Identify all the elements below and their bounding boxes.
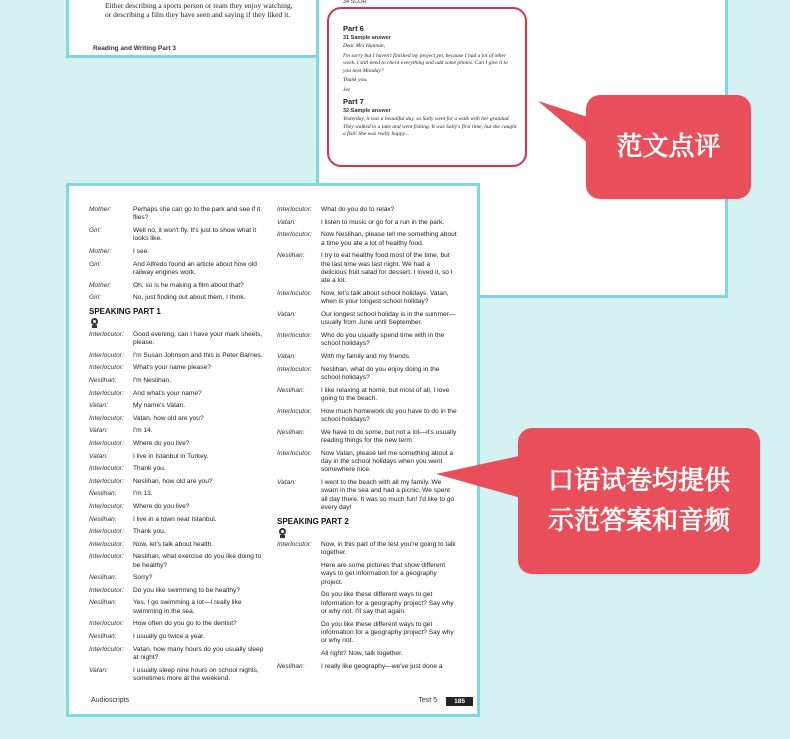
dialogue-line [277,366,457,383]
dialogue-line [277,206,457,214]
dialogue-line [89,331,269,348]
part7-body: Yesterday, it was a beautiful day, so Sally went for a walk with her grandad. They walked to a lake and went fishing. It was Sally's first time, but she caught a fish! She was really happy... [343,116,517,137]
speaker-label: Vatan: [277,479,296,486]
dialogue-line [277,650,457,658]
line-text: Thank you. [133,465,166,473]
speaker-label: Interlocutor: [89,465,124,473]
review-callout-text: 范文点评 [616,132,721,162]
score-label: 34 SCOR [343,0,367,5]
line-text: Oh, so is he making a film about that? [133,281,244,289]
speaker-label: Interlocutor: [89,389,124,397]
dialogue-line [89,541,269,549]
dialogue-line [89,490,269,498]
audioscript-left-column [89,206,269,688]
dialogue-line [89,227,269,244]
dialogue-line [89,528,269,536]
line-text: Our longest school holiday is in the summer—usually from June until September. [321,311,456,327]
dialogue-line [89,248,269,256]
speaker-label: Interlocutor: [89,351,124,359]
speaker-label: Interlocutor: [89,477,124,485]
dialogue-line [277,591,457,616]
speaker-label: Vatan: [89,666,108,674]
speaker-label: Girl: [89,227,102,234]
speaker-label: Interlocutor: [277,206,312,213]
dialogue-line [89,402,269,410]
dialogue-line [89,206,269,223]
line-text: I listen to music or go for a run in the park. [321,218,445,226]
line-text: And what's your name? [133,389,202,397]
line-text: All right? Now, talk together. [321,650,403,658]
line-text: No, just finding out about them, I think. [133,294,246,302]
dialogue-line [89,599,269,616]
dialogue-line [277,408,457,425]
part7-subheading: 32 Sample answer [343,108,391,114]
line-text: Thank you. [133,528,166,536]
speaker-label: Interlocutor: [89,620,124,628]
page-footer-title: Audioscripts [91,697,130,704]
speaker-label: Interlocutor: [277,449,312,457]
line-text: Neslihan, how old are you? [133,477,213,485]
speaker-label: Neslihan: [89,490,117,498]
speaker-label: Neslihan: [277,252,305,260]
line-text: I try to eat healthy food most of the time, but the last time was last night. We had a delicious fruit salad for dessert. I loved it, so I ate a lot. [321,252,453,285]
dialogue-line [277,311,457,328]
speaker-label: Vatan: [89,452,108,460]
bubble-speaking-tail [432,440,532,510]
speaker-label: Neslihan: [89,515,117,523]
line-text: What's your name please? [133,364,211,372]
speaker-label: Vatan: [89,427,108,435]
line-text: And Alfredo found an article about how old railway engines work. [133,260,257,276]
dialogue-line [89,587,269,595]
speaker-label: Interlocutor: [277,290,312,297]
line-text: I'm Neslihan. [133,376,171,384]
dialogue-line [89,553,269,570]
line-text: Perhaps she can go to the park and see if it flies? [133,206,261,222]
speaker-label: Interlocutor: [89,330,124,338]
dialogue-line [277,387,457,404]
audio-icon [91,318,99,328]
line-text: Yes, I go swimming a lot—I really like swimming in the sea. [133,599,242,615]
review-callout-bubble [586,95,751,199]
dialogue-line [277,231,457,248]
line-text: I like relaxing at home, but most of all, I love going to the beach. [321,386,450,402]
audioscript-page [66,183,480,717]
dialogue-line [277,290,457,307]
speaker-label: Neslihan: [89,599,117,607]
speaker-label: Interlocutor: [89,553,124,561]
line-text: My name's Vatan. [133,402,186,410]
dialogue-block [277,206,457,513]
line-text: Now Neslihan, please tell me something about a time you ate a lot of healthy food. [321,231,457,247]
line-text: I'm 13. [133,490,153,498]
line-text: Who do you usually spend time with in the school holidays? [321,332,445,348]
line-text: I'm 14. [133,427,153,435]
speaker-label: Interlocutor: [89,414,124,422]
line-text: Where do you live? [133,439,190,447]
speaking-part2-heading: SPEAKING PART 2 [277,516,349,526]
dialogue-line [277,429,457,446]
speaker-label: Mother: [89,281,112,289]
line-text: Neslihan, what exercise do you like doing to be healthy? [133,553,262,569]
line-text: Now, let's talk about health. [133,540,214,548]
line-text: What do you do to relax? [321,206,395,213]
speaker-label: Interlocutor: [277,365,312,373]
speaker-label: Interlocutor: [277,332,312,339]
part6-signature: Jez [343,86,351,93]
dialogue-block [89,331,269,684]
dialogue-block [277,541,457,671]
speaker-label: Vatan: [277,353,296,360]
speaker-label: Vatan: [89,402,108,410]
speaker-label: Neslihan: [89,574,117,582]
dialogue-line [89,352,269,360]
speaker-label: Vatan: [277,311,296,318]
dialogue-line [89,377,269,385]
line-text: I'm Susan Johnson and this is Peter Barnes. [133,351,263,359]
speaker-label: Neslihan: [89,376,117,384]
dialogue-line [89,667,269,684]
speaker-label: Neslihan: [89,633,117,641]
dialogue-line [89,427,269,435]
speaking-callout-bubble [518,428,760,574]
speaker-label: Girl: [89,260,102,268]
line-text: Do you like these different ways to get information for a geography project? Say why or why not. [321,620,454,645]
speaker-label: Interlocutor: [89,586,124,594]
dialogue-line [89,516,269,524]
line-text: I really like geography—we've just done a [321,662,443,670]
line-text: How often do you go to the dentist? [133,620,237,628]
speaking-callout-line1: 口语试卷均提供 [547,466,730,496]
line-text: I live in Istanbul in Turkey. [133,452,209,460]
line-text: Sorry? [133,574,153,582]
line-text: Good evening, can I have your mark sheets, please. [133,330,263,347]
speaking-part1-heading: SPEAKING PART 1 [89,306,161,316]
dialogue-line [89,440,269,448]
speaker-label: Interlocutor: [89,439,124,447]
part6-thanks: Thank you. [343,77,368,83]
line-text: How much homework do you have to do in the school holidays? [321,407,457,423]
speaker-label: Interlocutor: [277,540,312,548]
speaker-label: Interlocutor: [89,528,124,536]
dialogue-line [277,252,457,286]
page-text: Either describing a sports person or team they enjoy watching, or describing a film they have seen and saying if they liked it. [105,1,293,19]
line-text: I live in a town near Istanbul. [133,515,217,523]
page-number: 185 [446,697,473,706]
dialogue-line [277,219,457,227]
dialogue-line [277,541,457,558]
dialogue-line [89,282,269,290]
line-text: Where do you live? [133,502,190,510]
line-text: Now, in this part of the test you're going to talk together. [321,540,456,557]
line-text: Well no, it won't fly. It's just to show what it looks like. [133,227,257,243]
dialogue-line [89,465,269,473]
dialogue-line [277,332,457,349]
line-text: Now, let's talk about school holidays. Vatan, when is your longest school holiday? [321,290,449,306]
speaker-label: Interlocutor: [89,502,124,510]
dialogue-line [89,453,269,461]
dialogue-line [277,479,457,513]
part6-heading: Part 6 [343,24,364,33]
line-text: Neslihan, what do you enjoy doing in the school holidays? [321,365,440,381]
audio-icon [279,528,287,538]
speaker-label: Mother: [89,248,112,255]
speaking-callout-line2: 示范答案和音频 [547,506,730,536]
page-footer: Reading and Writing Part 3 [93,45,176,52]
part6-body: I'm sorry but I haven't finished my project yet, because I had a lot of other work. I still need to check everything and add some photos. Can I give it to you next Monday? [343,52,508,74]
dialogue-line [89,620,269,628]
dialogue-block [89,206,269,303]
line-text: With my family and my friends. [321,353,411,360]
dialogue-line [89,294,269,302]
speaker-label: Interlocutor: [277,231,312,239]
dialogue-line [277,353,457,361]
dialogue-line [277,562,457,587]
dialogue-line [89,574,269,582]
dialogue-line [89,364,269,372]
line-text: I see. [133,248,150,255]
audioscript-right-column [277,206,457,675]
line-text: Vatan, how old are you? [133,414,204,422]
top-left-book-page [66,0,322,58]
dialogue-line [89,503,269,511]
line-text: We have to do some, but not a lot—it's usually reading things for the new term. [321,428,457,444]
line-text: I went to the beach with all my family. We swam in the sea and had a picnic. We spent all day there. It was so much fun! I'd like to go every day! [321,479,455,512]
dialogue-line [89,646,269,663]
dialogue-line [277,663,457,671]
dialogue-line [89,633,269,641]
speaker-label: Interlocutor: [89,645,124,653]
line-text: Here are some pictures that show different ways to get information for a geography project. [321,561,446,586]
line-text: Do you like swimming to be healthy? [133,586,241,594]
dialogue-line [89,261,269,278]
part6-greeting: Dear Mrs Hannan, [343,43,386,49]
speaker-label: Interlocutor: [277,407,312,415]
speaker-label: Neslihan: [277,386,305,394]
speaker-label: Vatan: [277,218,296,226]
sample-answer-frame [327,7,527,167]
speaker-label: Interlocutor: [89,540,124,548]
speaker-label: Interlocutor: [89,364,124,372]
dialogue-line [89,415,269,423]
dialogue-line [89,478,269,486]
dialogue-line [277,621,457,646]
part6-subheading: 31 Sample answer [343,35,391,41]
line-text: Now Vatan, please tell me something about a day in the school holidays when you went somewhere nice. [321,449,454,474]
line-text: Vatan, how many hours do you usually sleep at night? [133,645,264,662]
speaker-label: Neslihan: [277,428,305,436]
speaker-label: Neslihan: [277,662,305,670]
speaker-label: Girl: [89,294,102,302]
line-text: I usually go twice a year. [133,633,205,641]
speaker-label: Mother: [89,206,112,213]
line-text: Do you like these different ways to get information for a geography project? Say why or why not. I'll say that again. [321,591,454,616]
part7-heading: Part 7 [343,97,364,106]
page-footer-test: Test 5 [418,697,437,704]
dialogue-line [89,390,269,398]
line-text: I usually sleep nine hours on school nights, sometimes more at the weekend. [133,666,259,683]
dialogue-line [277,450,457,475]
